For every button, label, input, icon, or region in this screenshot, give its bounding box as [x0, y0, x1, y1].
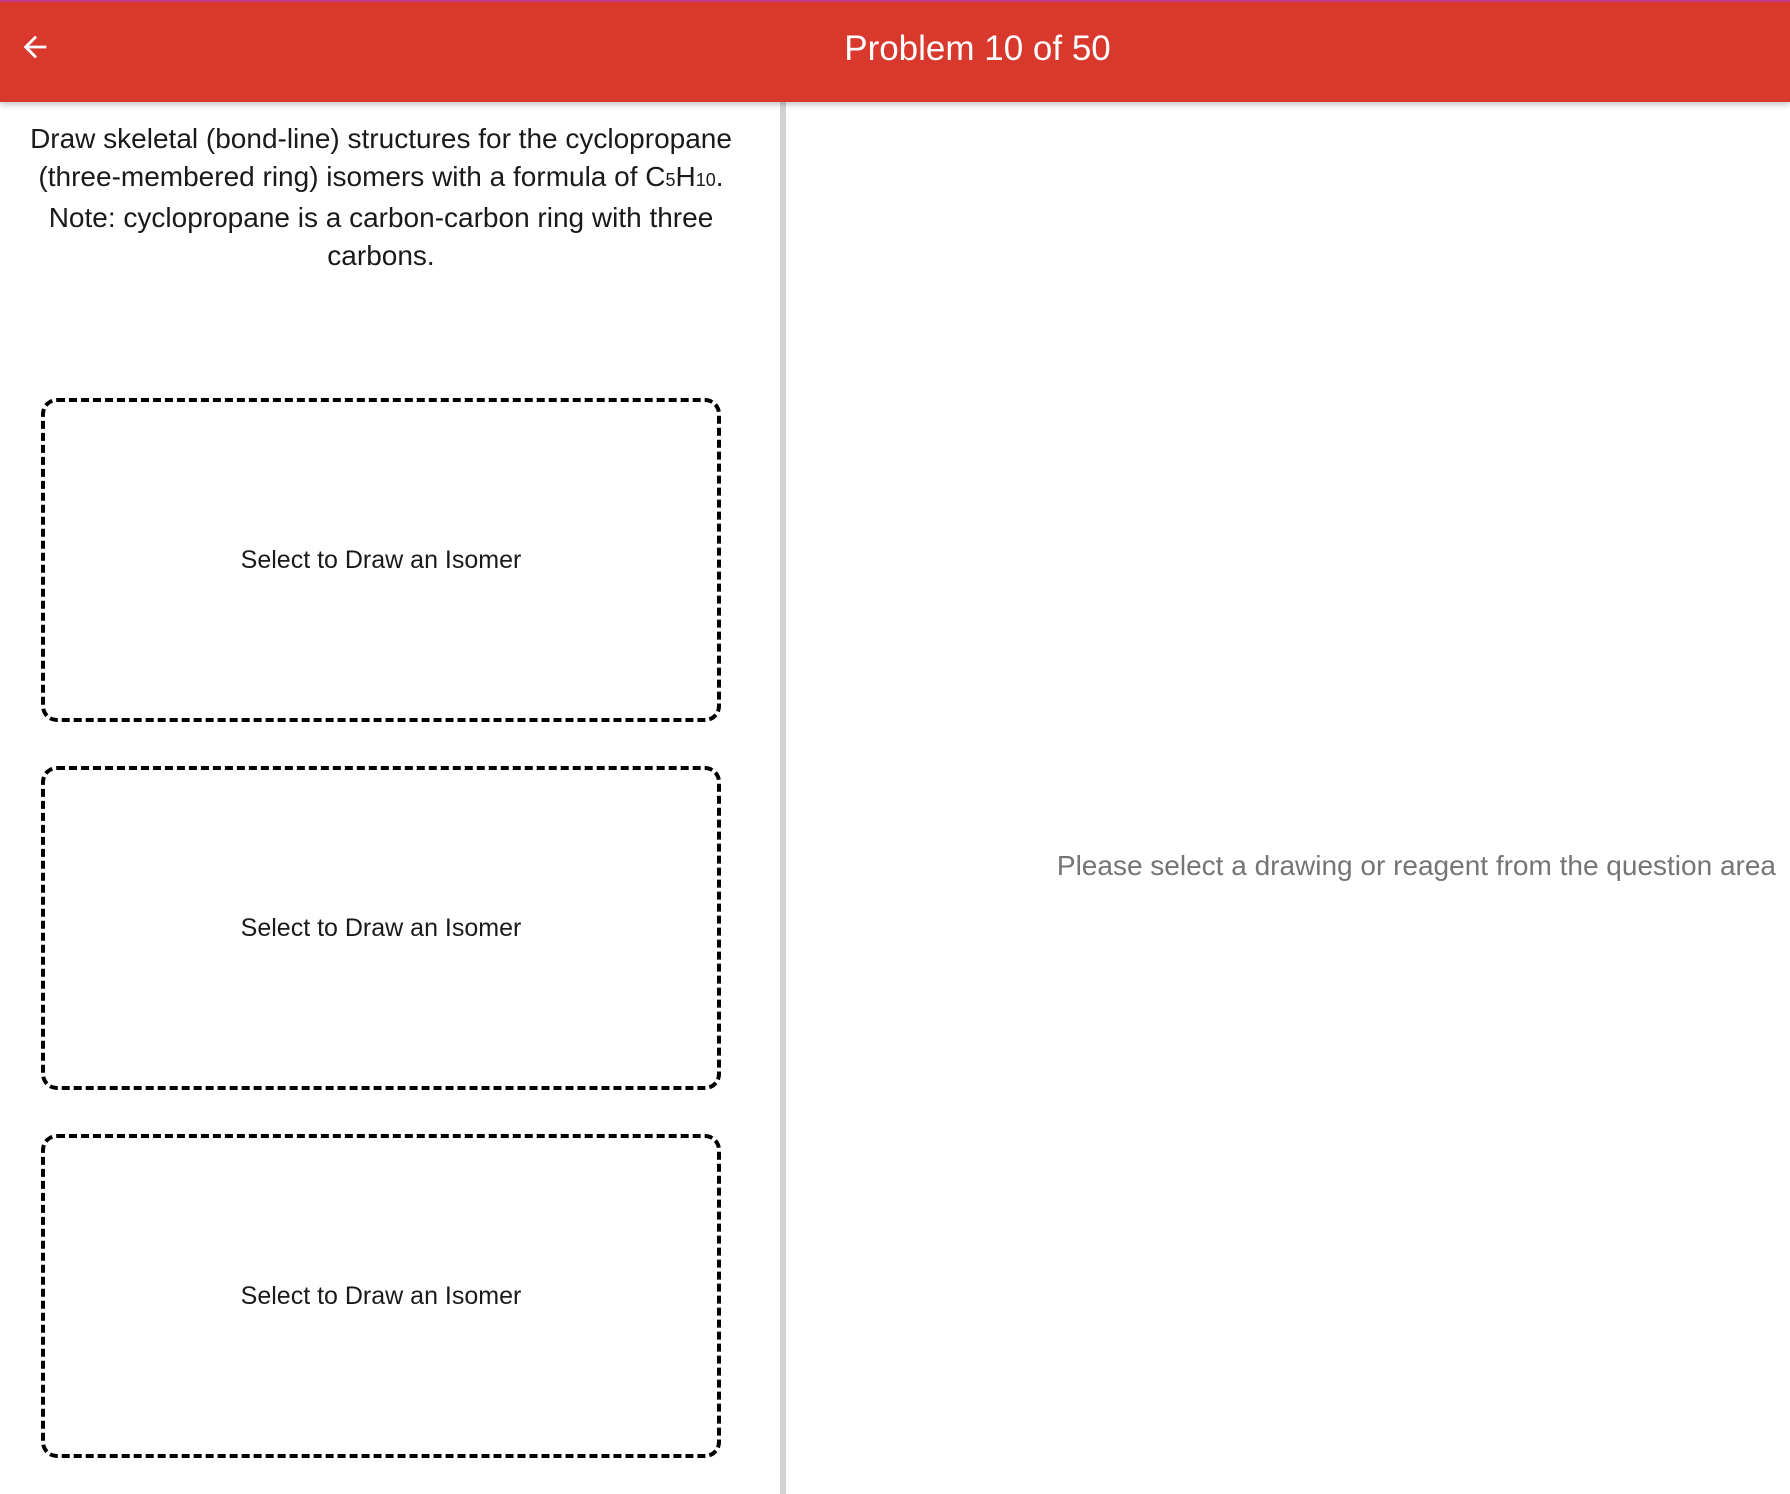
isomer-box-label: Select to Draw an Isomer: [240, 545, 522, 574]
isomer-box-label: Select to Draw an Isomer: [240, 1281, 522, 1310]
problem-title: Problem 10 of 50: [844, 29, 1111, 68]
isomer-box-label: Select to Draw an Isomer: [240, 913, 522, 942]
isomer-drawing-box-2[interactable]: [41, 766, 721, 1090]
top-bar: [0, 0, 1790, 102]
back-button[interactable]: [10, 24, 60, 74]
isomer-drawing-box-3[interactable]: [41, 1134, 721, 1458]
isomer-drawing-box-1[interactable]: [41, 398, 721, 722]
drawing-canvas-area[interactable]: [786, 102, 1790, 1494]
arrow-left-icon: [18, 30, 52, 69]
canvas-placeholder-text: Please select a drawing or reagent from the question area: [1056, 850, 1776, 881]
question-text: Draw skeletal (bond-line) structures for the cyclopropane (three-membered ring) isomers with a formula of C5H10. Note: cyclopropane is a carbon-carbon ring with three carbons.: [30, 123, 732, 271]
question-panel: [0, 102, 780, 1494]
